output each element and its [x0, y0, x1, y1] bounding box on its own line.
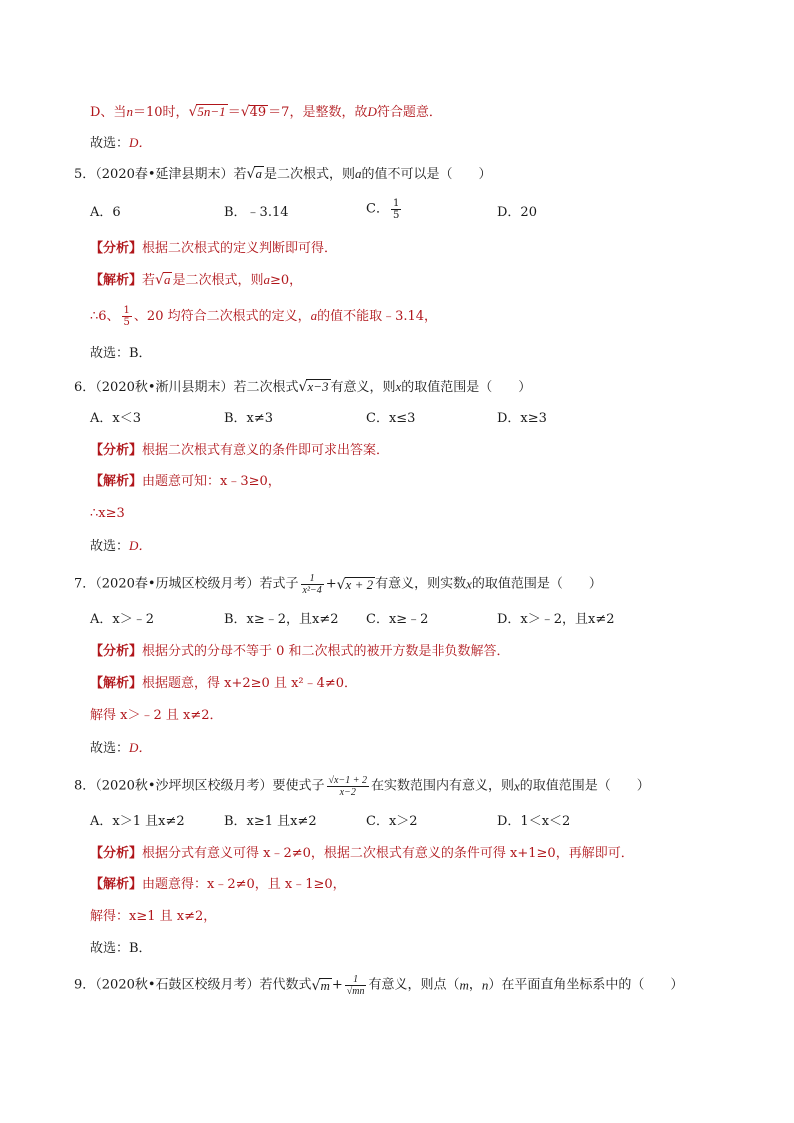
- q6-option-b: B．x≠3: [224, 411, 274, 426]
- q8-option-b: B．x≥1 且x≠2: [224, 814, 317, 829]
- q7-answer: 故选：D．: [90, 740, 152, 756]
- fraction: $\frac{1}{√mn}$: [346, 974, 365, 997]
- q5-therefore: ∴6、 $\frac{1}{5}$ 、20 均符合二次根式的定义，a的值不能取﹣3.14，: [90, 305, 438, 328]
- fraction: $\frac{1}{5}$: [392, 198, 400, 221]
- fraction: $\frac{√x-1 + 2}{x-2}$: [328, 775, 367, 798]
- q6-option-a: A．x＜3: [90, 411, 141, 426]
- q8-solve: 解得：x≥1 且 x≠2，: [90, 909, 217, 924]
- q5-analysis: 【分析】根据二次根式的定义判断即可得．: [90, 241, 338, 256]
- q5-option-a: A．6: [90, 205, 121, 220]
- q7-option-a: A．x＞﹣2: [90, 612, 154, 627]
- q6-therefore: ∴x≥3: [90, 506, 125, 521]
- question-5-stem: 5．（2020春•延津县期末）若√a 是二次根式，则a的值不可以是（ ）: [74, 166, 492, 182]
- q6-analysis: 【分析】根据二次根式有意义的条件即可求出答案．: [90, 443, 390, 458]
- q6-option-c: C．x≤3: [366, 411, 416, 426]
- q6-solution: 【解析】由题意可知：x﹣3≥0，: [90, 474, 281, 489]
- q7-analysis: 【分析】根据分式的分母不等于 0 和二次根式的被开方数是非负数解答．: [90, 644, 510, 659]
- sqrt-expression: 49: [249, 105, 267, 120]
- q6-option-d: D．x≥3: [497, 411, 547, 426]
- q5-option-b: B．﹣3.14: [224, 205, 289, 220]
- q5-answer: 故选：B．: [90, 346, 152, 361]
- question-6-stem: 6．（2020秋•淅川县期末）若二次根式√x−3 有意义，则x的取值范围是（ ）: [74, 379, 532, 395]
- sqrt-expression: 5n−1: [197, 104, 226, 119]
- q8-option-a: A．x＞1 且x≠2: [90, 814, 185, 829]
- q8-analysis: 【分析】根据分式有意义可得 x﹣2≠0，根据二次根式有意义的条件可得 x+1≥0，再解即可．: [90, 846, 634, 861]
- q5-option-c: C． $\frac{1}{5}$: [366, 198, 400, 221]
- q7-solution: 【解析】根据题意，得 x+2≥0 且 x²﹣4≠0．: [90, 676, 358, 691]
- q5-solution: 【解析】若√a 是二次根式，则a≥0，: [90, 272, 303, 288]
- q7-solve: 解得 x＞﹣2 且 x≠2．: [90, 708, 223, 723]
- q7-option-c: C．x≥﹣2: [366, 612, 429, 627]
- question-8-stem: 8．（2020秋•沙坪坝区校级月考）要使式子 $\frac{√x-1 + 2}{x-2}$ 在实数范围内有意义，则x的取值范围是（ ）: [74, 775, 650, 798]
- q6-answer: 故选：D．: [90, 538, 152, 554]
- question-9-stem: 9．（2020秋•石鼓区校级月考）若代数式√m + $\frac{1}{√mn}$ 有意义，则点（m，n）在平面直角坐标系中的（ ）: [74, 974, 684, 997]
- question-7-stem: 7．（2020春•历城区校级月考）若式子 $\frac{1}{\text{x²−4}}$ +√x + 2 有意义，则实数x的取值范围是（ ）: [74, 573, 602, 596]
- q8-option-d: D．1＜x＜2: [497, 814, 571, 829]
- q8-solution: 【解析】由题意得：x﹣2≠0，且 x﹣1≥0，: [90, 877, 346, 892]
- q7-option-d: D．x＞﹣2，且x≠2: [497, 612, 615, 627]
- q8-answer: 故选：B．: [90, 941, 152, 956]
- q7-option-b: B．x≥﹣2，且x≠2: [224, 612, 339, 627]
- option-d-explanation: D、当n＝10时，√5n−1 ＝√49 ＝7，是整数，故D符合题意．: [90, 104, 442, 120]
- q5-option-d: D．20: [497, 205, 537, 220]
- fraction: $\frac{1}{\text{x²−4}}$: [302, 573, 322, 596]
- q8-option-c: C．x＞2: [366, 814, 418, 829]
- answer-line: 故选：D．: [90, 135, 152, 151]
